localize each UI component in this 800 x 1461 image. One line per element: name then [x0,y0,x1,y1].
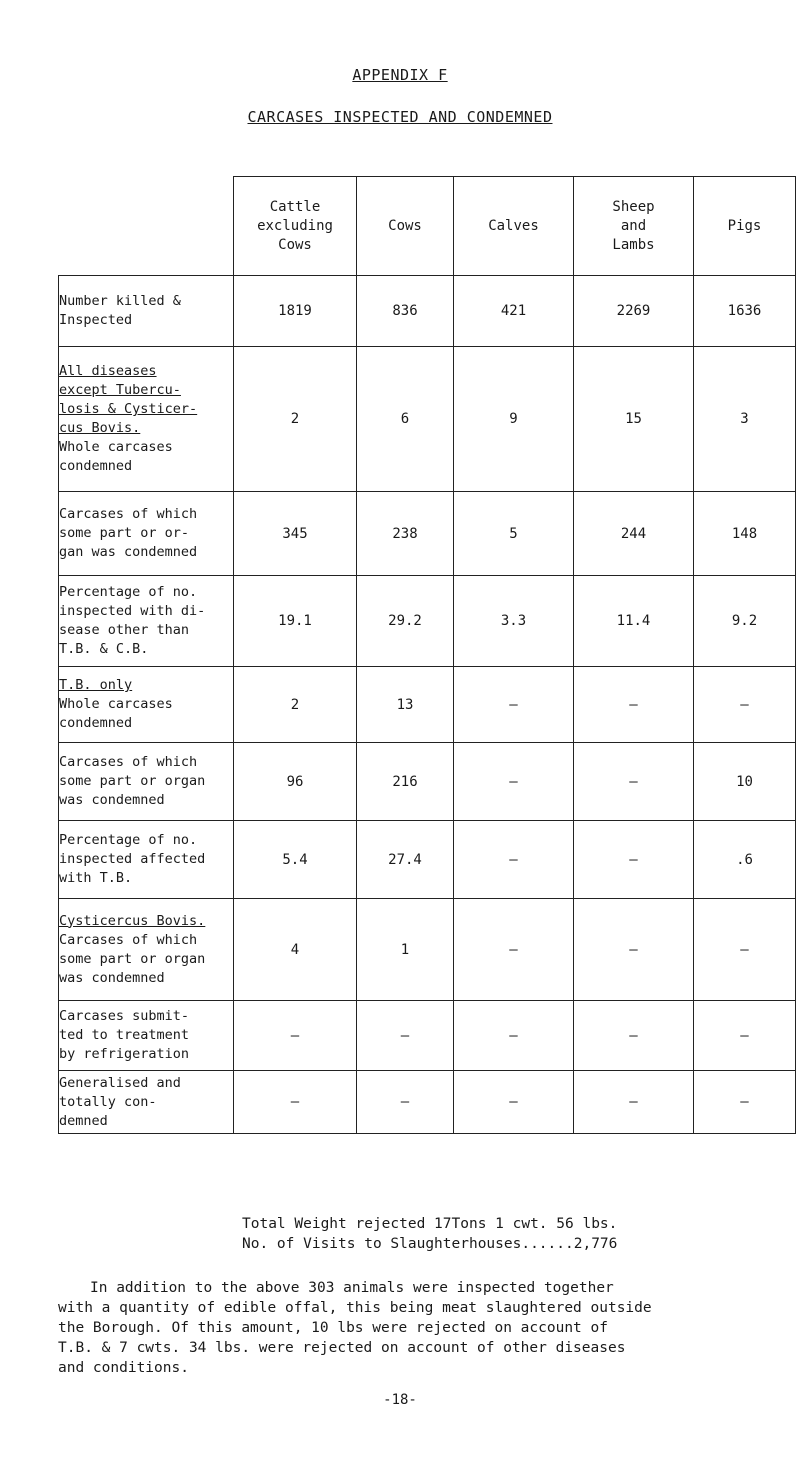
row-label [59,743,234,821]
row-label [59,576,234,667]
row-label-line: gan was condemned [59,544,198,560]
table-cell: 836 [357,276,454,347]
table-cell: 9 [454,347,574,492]
row-label [59,821,234,899]
table-cell: 3 [694,347,796,492]
table-cell: – [454,899,574,1001]
column-header-line: and [620,217,647,234]
table-cell: 3.3 [454,576,574,667]
row-label [59,347,234,492]
column-header-line: Lambs [612,236,655,253]
table-cell: 27.4 [357,821,454,899]
carcases-table [58,176,796,1134]
table-cell: – [454,821,574,899]
table-row [59,667,796,743]
row-label-line: Carcases of which [59,754,198,770]
table-cell: – [694,899,796,1001]
note-line: T.B. & 7 cwts. 34 lbs. were rejected on account of other diseases [58,1340,626,1356]
row-label-line: demned [59,1112,108,1129]
table-cell: 345 [234,492,357,576]
table-cell: 9.2 [694,576,796,667]
column-header-line: Pigs [727,217,762,234]
table-cell: – [694,667,796,743]
table-cell: 1636 [694,276,796,347]
row-label-line: inspected with di- [59,603,206,619]
row-label-line: Inspected [59,312,133,328]
table-cell: 13 [357,667,454,743]
row-section-heading: All diseases [59,363,157,379]
row-label-line: condemned [59,458,133,474]
table-body [59,276,796,1134]
table-row [59,347,796,492]
row-label-line: Percentage of no. [59,584,198,600]
row-label-line: Carcases of which [59,506,198,522]
row-section-heading: cus Bovis. [59,420,141,436]
table-cell: – [454,667,574,743]
note-line: with a quantity of edible offal, this being meat slaughtered outside [58,1300,652,1316]
table-row [59,576,796,667]
row-label [59,667,234,743]
column-header [454,177,574,276]
table-cell: 6 [357,347,454,492]
table-row [59,1071,796,1134]
table-cell: – [574,667,694,743]
row-label-line: Carcases submit- [59,1008,190,1024]
row-label-line: ted to treatment [59,1027,190,1043]
table-row [59,276,796,347]
table-cell: 96 [234,743,357,821]
table-cell: – [454,1001,574,1071]
table-cell: 421 [454,276,574,347]
table-cell: – [357,1001,454,1071]
row-label-line: T.B. & C.B. [59,641,149,657]
table-cell: 2269 [574,276,694,347]
table-cell: – [454,743,574,821]
visits-count: No. of Visits to Slaughterhouses......2,776 [242,1236,618,1252]
table-cell: – [574,899,694,1001]
row-label-line: Generalised and [59,1074,181,1091]
table-cell: 5.4 [234,821,357,899]
table-cell: 216 [357,743,454,821]
table-cell: 15 [574,347,694,492]
table-cell: 29.2 [357,576,454,667]
total-weight: Total Weight rejected 17Tons 1 cwt. 56 lbs. [242,1216,618,1232]
table-cell: 2 [234,347,357,492]
row-section-heading: Cysticercus Bovis. [59,912,206,929]
row-label-line: with T.B. [59,870,133,886]
table-cell: 11.4 [574,576,694,667]
column-header [357,177,454,276]
column-header-line: Cows [278,236,312,253]
row-label-line: some part or organ [59,950,206,967]
table-header-row [59,177,796,276]
page-number: -18- [383,1392,417,1408]
table-row [59,743,796,821]
header-corner [59,177,234,276]
appendix-title: APPENDIX F [352,66,448,84]
column-header-line: Sheep [612,198,655,215]
row-label-line: Number killed & [59,293,181,309]
row-label-line: totally con- [59,1093,157,1110]
row-label-line: Whole carcases [59,439,173,455]
table-cell: 148 [694,492,796,576]
column-header-line: Cows [388,217,422,234]
row-label [59,276,234,347]
column-header-line: Cattle [269,198,321,215]
row-label-line: by refrigeration [59,1046,190,1062]
table-cell: 5 [454,492,574,576]
totals [242,1214,800,1254]
table-cell: – [454,1071,574,1134]
row-label-line: Carcases of which [59,931,198,948]
row-label-line: Percentage of no. [59,832,198,848]
table-cell: – [694,1071,796,1134]
row-section-heading: except Tubercu- [59,382,181,398]
row-label [59,1071,234,1134]
table-cell: 4 [234,899,357,1001]
row-section-heading: losis & Cysticer- [59,401,198,417]
row-section-heading: T.B. only [59,677,133,693]
table-row [59,1001,796,1071]
column-header [574,177,694,276]
row-label-line: sease other than [59,622,190,638]
note-line: and conditions. [58,1360,189,1376]
table-cell: 238 [357,492,454,576]
table-cell: – [574,1001,694,1071]
row-label-line: condemned [59,715,133,731]
column-header-line: Calves [488,217,539,234]
note-paragraph [58,1278,778,1378]
row-label-line: was condemned [59,792,165,808]
table-cell: – [234,1001,357,1071]
row-label [59,492,234,576]
table-cell: 19.1 [234,576,357,667]
note-line: the Borough. Of this amount, 10 lbs were rejected on account of [58,1320,608,1336]
row-label-line: some part or organ [59,773,206,789]
table-cell: 1819 [234,276,357,347]
column-header [234,177,357,276]
table-row [59,821,796,899]
table-cell: – [357,1071,454,1134]
table-cell: 1 [357,899,454,1001]
row-label [59,899,234,1001]
note-line-1: In addition to the above 303 animals were inspected together [90,1280,614,1296]
row-label-line: inspected affected [59,851,206,867]
table-cell: – [694,1001,796,1071]
table-cell: .6 [694,821,796,899]
table-cell: – [574,821,694,899]
table-row [59,492,796,576]
table-cell: – [234,1071,357,1134]
row-label-line: was condemned [59,969,165,986]
table-cell: 10 [694,743,796,821]
table-row [59,899,796,1001]
table-cell: – [574,743,694,821]
table-cell: 244 [574,492,694,576]
table-cell: 2 [234,667,357,743]
row-label [59,1001,234,1071]
column-header [694,177,796,276]
row-label-line: Whole carcases [59,696,173,712]
page-subtitle: CARCASES INSPECTED AND CONDEMNED [247,108,553,126]
row-label-line: some part or or- [59,525,190,541]
table-cell: – [574,1071,694,1134]
column-header-line: excluding [257,217,333,234]
